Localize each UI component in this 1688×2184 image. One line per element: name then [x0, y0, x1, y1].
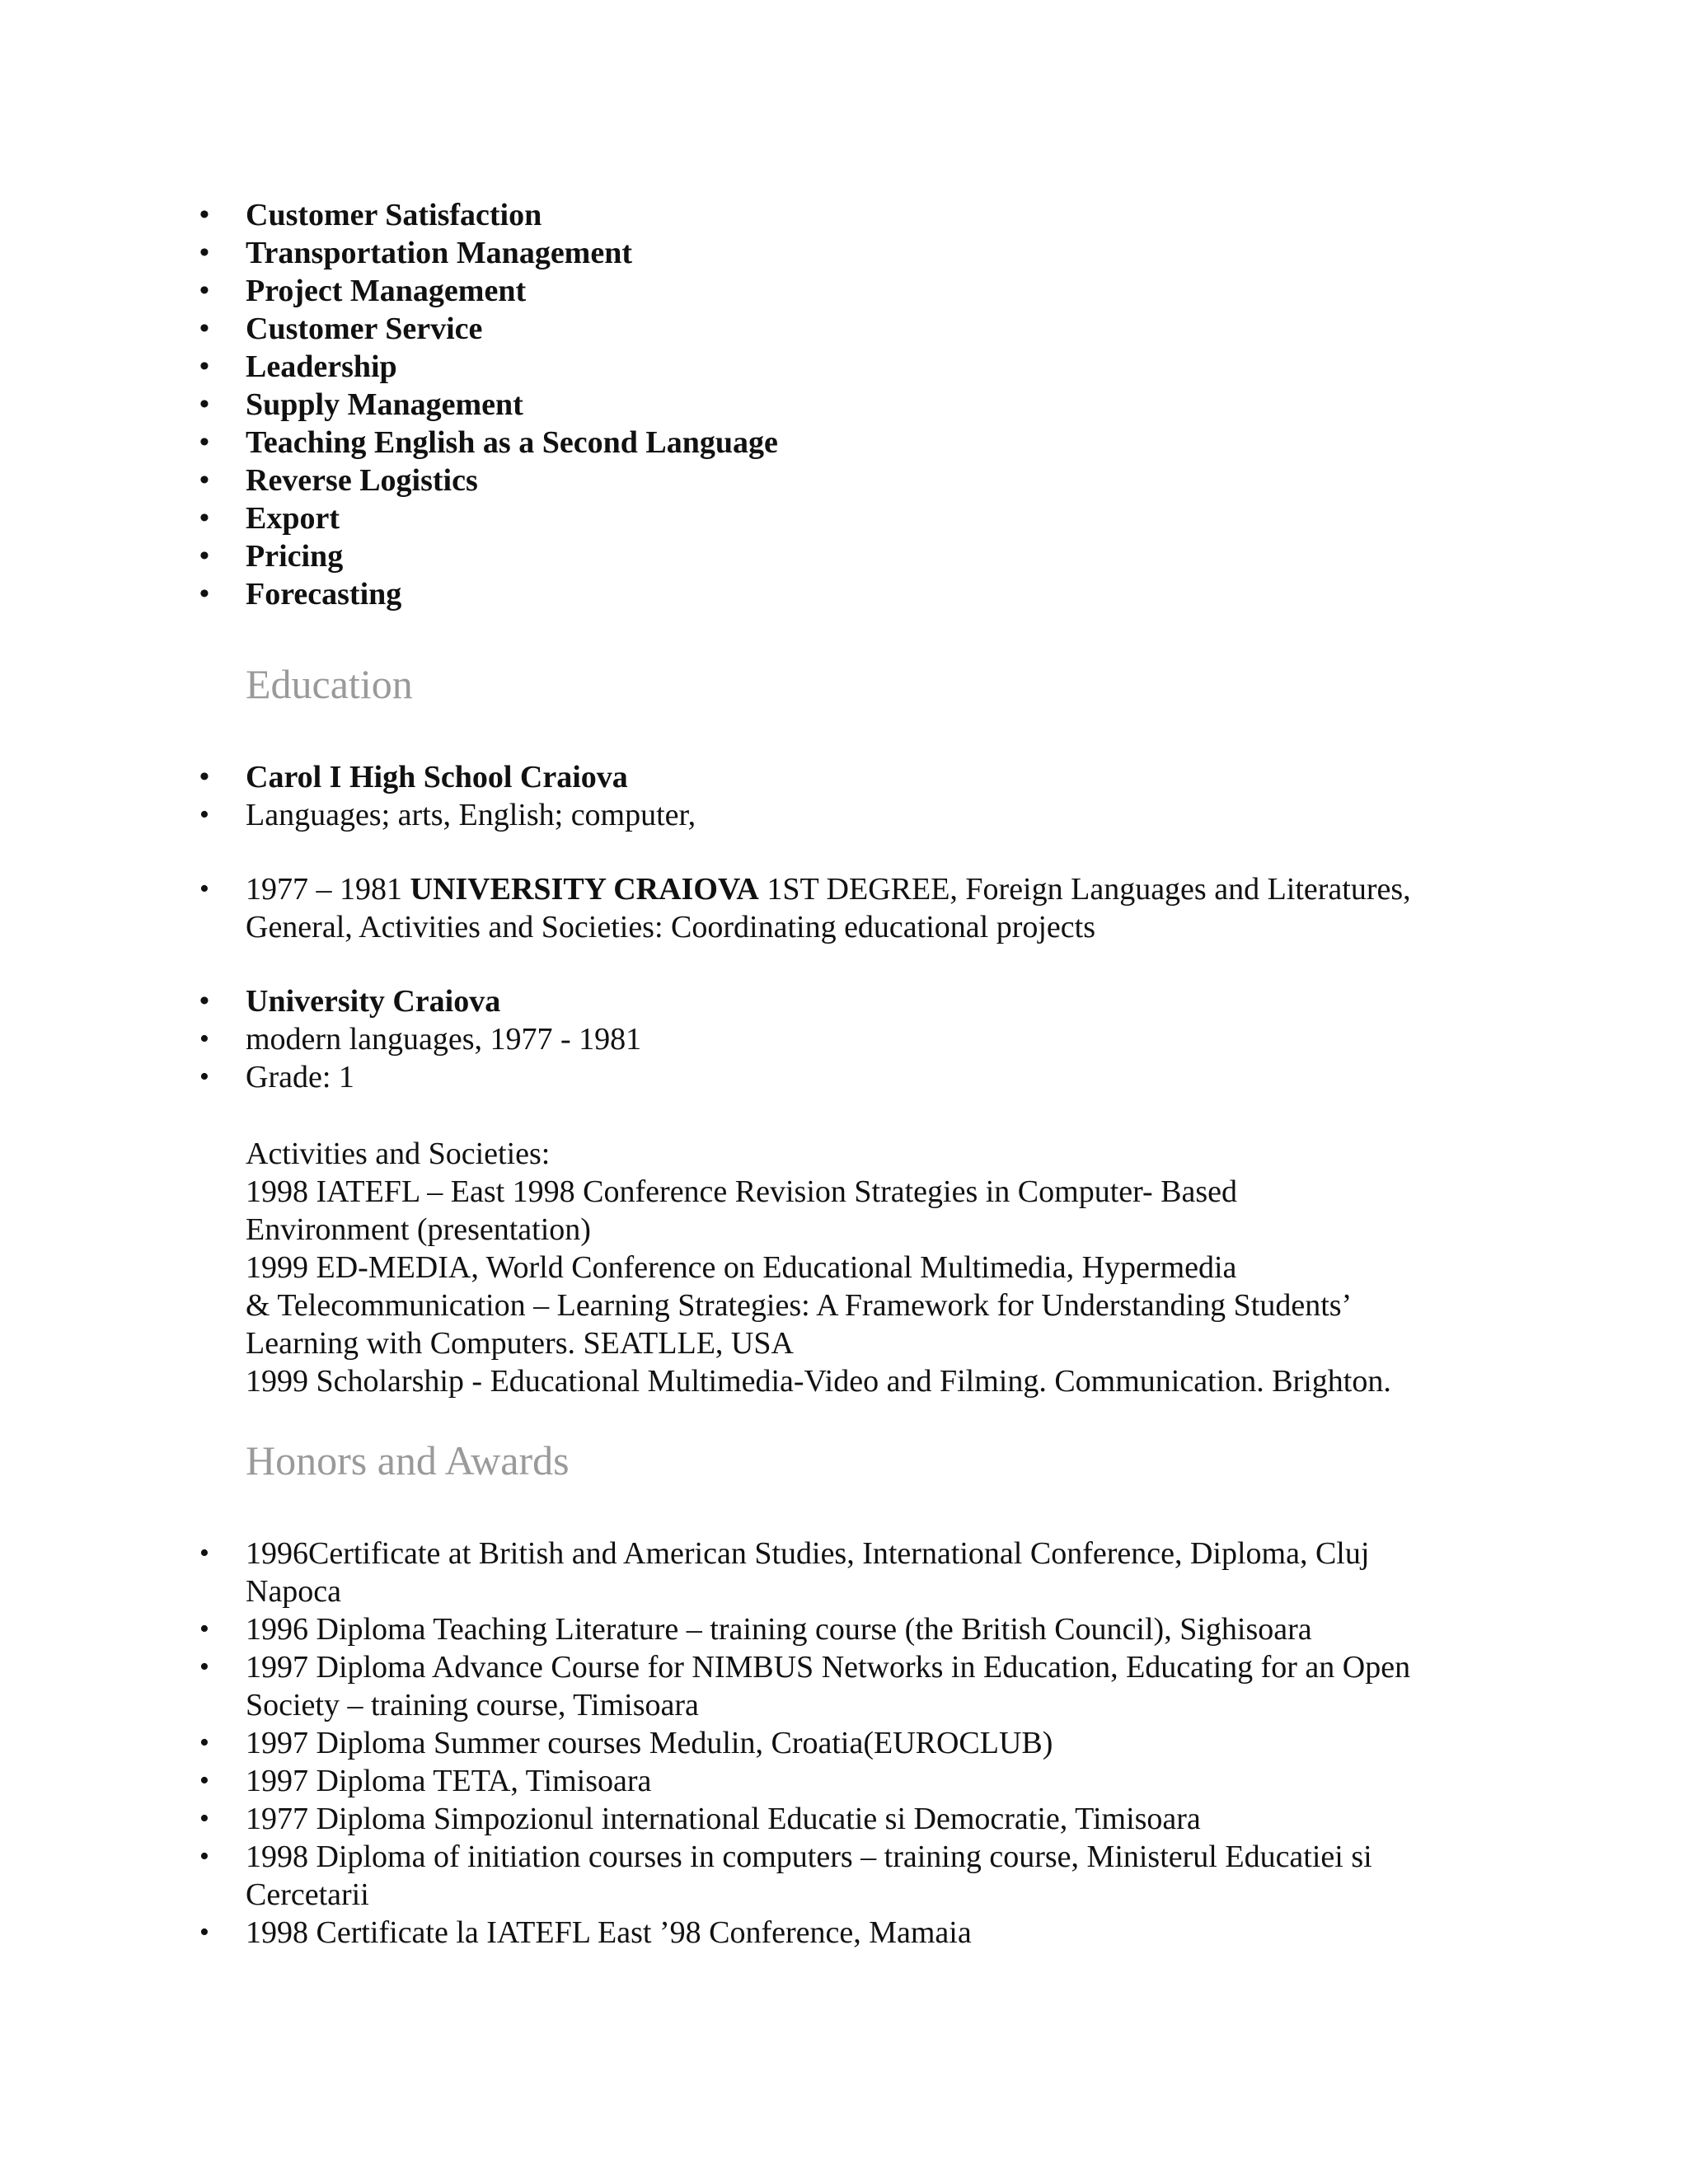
activities-line: & Telecommunication – Learning Strategies: A Framework for Understanding Students’ — [246, 1288, 1353, 1323]
honor-text: 1977 Diploma Simpozionul international Educatie si Democratie, Timisoara — [246, 1802, 1201, 1836]
degree-item — [246, 870, 1498, 946]
skill-item: • Forecasting — [246, 575, 1498, 613]
honor-text: 1997 Diploma Advance Course for NIMBUS Networks in Education, Educating for an Open — [246, 1650, 1411, 1685]
honor-item — [246, 1914, 1498, 1952]
honor-text: 1997 Diploma Summer courses Medulin, Croatia(EUROCLUB) — [246, 1726, 1053, 1760]
university-grade: • Grade: 1 — [246, 1058, 1498, 1096]
education-heading: Education — [246, 661, 413, 707]
skill-item: • Supply Management — [246, 386, 1498, 424]
university-list — [246, 982, 1498, 1096]
school-subjects: • Languages; arts, English; computer, — [246, 796, 1498, 834]
honor-text: 1996Certificate at British and American Studies, International Conference, Diploma, Cluj — [246, 1536, 1370, 1571]
skills-list — [246, 196, 1498, 613]
activities-line: 1999 ED-MEDIA, World Conference on Educational Multimedia, Hypermedia — [246, 1250, 1237, 1285]
honor-item — [246, 1838, 1498, 1914]
honor-text: 1996 Diploma Teaching Literature – training course (the British Council), Sighisoara — [246, 1612, 1312, 1647]
activities-line: 1998 IATEFL – East 1998 Conference Revision Strategies in Computer- Based — [246, 1174, 1238, 1209]
honor-item — [246, 1800, 1498, 1838]
degree-details-line2: General, Activities and Societies: Coordinating educational projects — [246, 910, 1095, 944]
honor-text-cont: Napoca — [246, 1574, 342, 1609]
honor-text: 1997 Diploma TETA, Timisoara — [246, 1764, 652, 1798]
degree-university: UNIVERSITY CRAIOVA — [410, 872, 759, 907]
honor-item — [246, 1610, 1498, 1648]
university-name: • University Craiova — [246, 982, 1498, 1020]
skill-item: • Teaching English as a Second Language — [246, 424, 1498, 462]
honor-item — [246, 1648, 1498, 1724]
activities-block — [246, 1135, 1498, 1400]
school-name: • Carol I High School Craiova — [246, 758, 1498, 796]
university-field: • modern languages, 1977 - 1981 — [246, 1020, 1498, 1058]
honors-list — [246, 1535, 1498, 1952]
school-list — [246, 758, 1498, 834]
activities-line: Activities and Societies: — [246, 1137, 551, 1171]
skill-item: • Export — [246, 499, 1498, 537]
degree-list — [246, 870, 1498, 946]
honor-item — [246, 1762, 1498, 1800]
activities-line: Environment (presentation) — [246, 1212, 591, 1247]
skill-item: • Pricing — [246, 537, 1498, 575]
degree-years: 1977 – 1981 — [246, 872, 402, 907]
skill-item: • Customer Satisfaction — [246, 196, 1498, 234]
degree-details: 1ST DEGREE, Foreign Languages and Literatures, — [767, 872, 1411, 907]
activities-line: Learning with Computers. SEATLLE, USA — [246, 1326, 794, 1361]
skill-item: • Transportation Management — [246, 234, 1498, 272]
skill-item: • Reverse Logistics — [246, 462, 1498, 499]
skill-item: • Project Management — [246, 272, 1498, 310]
skill-item: • Customer Service — [246, 310, 1498, 348]
honor-item — [246, 1535, 1498, 1610]
honor-item — [246, 1724, 1498, 1762]
activities-line: 1999 Scholarship - Educational Multimedia-Video and Filming. Communication. Brighton. — [246, 1364, 1391, 1399]
honor-text: 1998 Certificate la IATEFL East ’98 Conference, Mamaia — [246, 1915, 972, 1950]
skill-item: • Leadership — [246, 348, 1498, 386]
honors-heading: Honors and Awards — [246, 1437, 570, 1483]
honor-text: 1998 Diploma of initiation courses in computers – training course, Ministerul Educatiei si — [246, 1840, 1372, 1874]
honor-text-cont: Society – training course, Timisoara — [246, 1688, 699, 1722]
honor-text-cont: Cercetarii — [246, 1877, 369, 1912]
